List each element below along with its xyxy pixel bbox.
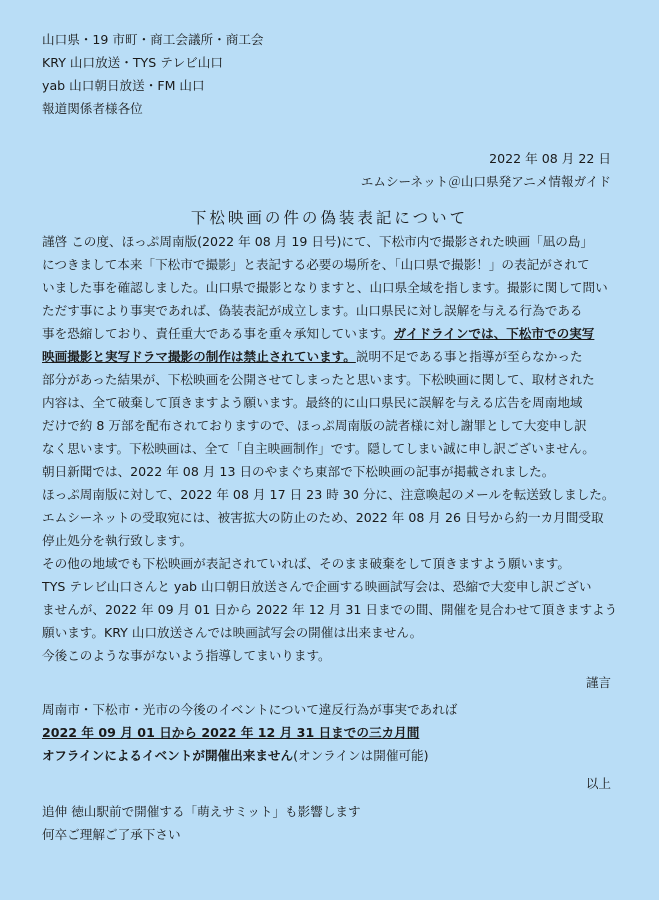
guideline-emphasis: 映画撮影と実写ドラマ撮影の制作は禁止されています。: [42, 349, 356, 364]
body-line: 朝日新聞では、2022 年 08 月 13 日のやまぐち東部で下松映画の記事が掲載されました。: [42, 464, 555, 479]
body-line: TYS テレビ山口さんと yab 山口朝日放送さんで企画する映画試写会は、恐縮で大変申し訳ござい: [42, 579, 592, 594]
body-line: につきまして本来「下松市で撮影」と表記する必要の場所を、「山口県で撮影！」の表記がされて: [42, 257, 590, 272]
body-text: 説明不足である事と指導が至らなかった: [355, 349, 583, 364]
body-line: エムシーネットの受取宛には、被害拡大の防止のため、2022 年 08 月 26 日号から約一カ月間受取: [42, 510, 604, 525]
body-line: 内容は、全て破棄して頂きますよう願います。最終的に山口県民に誤解を与える広告を周南地域: [42, 395, 583, 410]
notice-line: [42, 745, 627, 767]
body-line: だけで約 8 万部を配布されておりますので、ほっぷ周南版の読者様に対し謝罪として大変申し訳: [42, 418, 587, 433]
guideline-emphasis: ガイドラインでは、下松市での実写: [393, 326, 595, 341]
recipient-line: 山口県・19 市町・商工会議所・商工会: [42, 32, 264, 47]
postscript-line: 追伸 徳山駅前で開催する「萌えサミット」も影響します: [42, 804, 361, 819]
body-line: [42, 346, 627, 368]
recipient-line: yab 山口朝日放送・FM 山口: [42, 78, 205, 93]
body-line: 部分があった結果が、下松映画を公開させてしまったと思います。下松映画に関して、取材された: [42, 372, 595, 387]
body-line: 謹啓 この度、ほっぷ周南版(2022 年 08 月 19 日号)にて、下松市内で撮影された映画「凪の島」: [42, 234, 594, 249]
body-line: ませんが、2022 年 09 月 01 日から 2022 年 12 月 31 日までの間、開催を見合わせて頂きますよう: [42, 602, 618, 617]
body-line: 停止処分を執行致します。: [42, 533, 193, 548]
body-text: 事を恐縮しており、責任重大である事を重々承知しています。: [42, 326, 394, 341]
recipient-line: 報道関係者様各位: [42, 101, 143, 116]
offline-notice: オフラインによるイベントが開催出来ません: [42, 748, 294, 763]
closing-ijou: 以上: [585, 776, 611, 791]
postscript-line: 何卒ご理解ご了承下さい: [42, 827, 181, 842]
notice-line: 周南市・下松市・光市の今後のイベントについて違反行為が事実であれば: [42, 702, 458, 717]
body-line: いました事を確認しました。山口県で撮影となりますと、山口県全域を指します。撮影に関して問い: [42, 280, 608, 295]
notice-period: 2022 年 09 月 01 日から 2022 年 12 月 31 日までの三カ月間: [42, 725, 420, 740]
document-title: 下松映画の件の偽装表記について: [190, 209, 469, 227]
sender-name: エムシーネット＠山口県発アニメ情報ガイド: [360, 174, 611, 189]
recipient-line: KRY 山口放送・TYS テレビ山口: [42, 55, 223, 70]
closing-kingen: 謹言: [585, 675, 611, 690]
online-note: (オンラインは開催可能): [293, 748, 429, 763]
document-date: 2022 年 08 月 22 日: [489, 151, 611, 166]
body-line: なく思います。下松映画は、全て「自主映画制作」です。隠してしまい誠に申し訳ございません。: [42, 441, 595, 456]
body-line: ただす事により事実であれば、偽装表記が成立します。山口県民に対し誤解を与える行為である: [42, 303, 583, 318]
body-line: 願います。KRY 山口放送さんでは映画試写会の開催は出来ません。: [42, 625, 423, 640]
body-line: ほっぷ周南版に対して、2022 年 08 月 17 日 23 時 30 分に、注意喚起のメールを転送致しました。: [42, 487, 615, 502]
body-line: 今後このような事がないよう指導してまいります。: [42, 648, 331, 663]
body-line: [42, 323, 627, 345]
body-line: その他の地域でも下松映画が表記されていれば、そのまま破棄をして頂きますよう願います。: [42, 556, 570, 571]
